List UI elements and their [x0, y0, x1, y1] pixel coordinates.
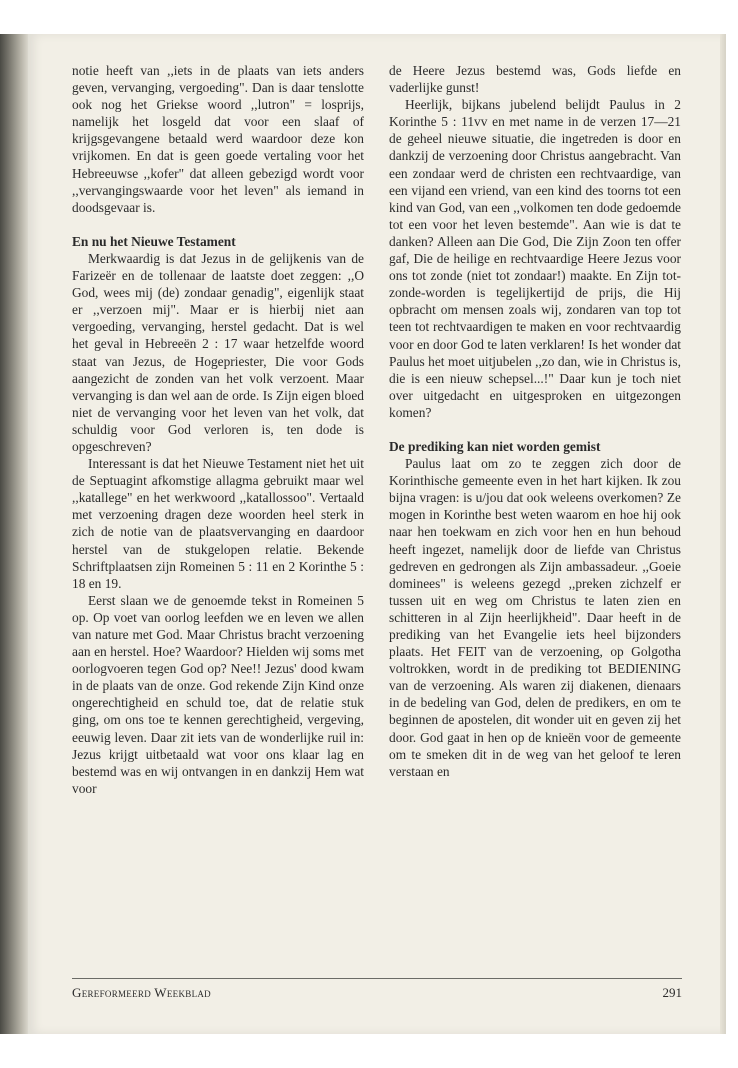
paragraph: notie heeft van ,,iets in de plaats van iets anders geven, vervanging, vergoeding". Dan is daar tenslotte ook nog het Griekse woord ,,lutron" = losprijs, namelijk het losgeld dat voor een slaaf of krijgsgevangene betaald werd waardoor deze kon vrijkomen. En dat is geen goede vertaling voor het Hebreeuwse ,,kofer" dat alleen gebezigd wordt voor ,,vervangingswaarde voor het leven" als iemand in doodsgevaar is.	[72, 63, 364, 215]
section-heading: De prediking kan niet worden gemist	[389, 438, 601, 454]
paragraph: Merkwaardig is dat Jezus in de gelijkenis van de Farizeër en de tollenaar de laatste doet zeggen: ,,O God, wees mij (de) zondaar genadig", eigenlijk staat er ,,verzoen mij". Maar er is hierbij niet aan vergoeding, vervanging, herstel gedacht. Dat is wel het geval in Hebreeën 2 : 17 waar hetzelfde woord staat van Jezus, de Hogepriester, Die voor Gods aangezicht de zonden van het volk verzoent. Maar vervanging is dan wel aan de orde. Is Zijn eigen bloed niet de vervanging voor het leven van het volk, dat schuldig voor God verloren is, ten dode is opgeschreven?	[72, 250, 364, 454]
left-column	[72, 62, 364, 797]
section-heading: En nu het Nieuwe Testament	[72, 233, 236, 249]
paragraph: Eerst slaan we de genoemde tekst in Romeinen 5 op. Op voet van oorlog leefden we en leven we allen van nature met God. Maar Christus bracht verzoening aan en herstel. Hoe? Waardoor? Hielden wij soms met oorlogvoeren tegen God op? Nee!! Jezus' dood kwam in de plaats van de onze. God rekende Zijn Kind onze ongerechtigheid en schuld toe, dat de relatie stuk ging, om ons toe te kennen gerechtigheid, vergeving, eeuwig leven. Daar zit iets van de wonderlijke ruil in: Jezus krijgt uitbetaald wat voor ons klaar lag en bestemd was en wij ontvangen in en dankzij Hem wat voor	[72, 592, 364, 796]
paragraph: Heerlijk, bijkans jubelend belijdt Paulus in 2 Korinthe 5 : 11vv en met name in de verzen 17—21 de geheel nieuwe situatie, die ingetreden is door en dankzij de verzoening door Christus aangebracht. Van een zondaar werd de christen een rechtvaardige, van een vijand een vriend, van een kind des toorns tot een kind van God, van een ,,volkomen ten dode gedoemde tot een voor het leven bestemde". Aan wie is dat te danken? Alleen aan Die God, Die Zijn Zoon ten offer gaf, Die de heilige en rechtvaardige Heere Jezus voor ons tot zonde (niet tot zondaar!) maakte. En Zijn tot-zonde-worden is tegelijkertijd de prijs, die Hij opbracht om mensen zoals wij, zondaren van top tot teen tot rechtvaardigen te maken en voor rechtvaardig voor en door God te laten verklaren! Is het wonder dat Paulus het moet uitjubelen ,,zo dan, wie in Christus is, die is een nieuw schepsel...!" Daar kun je toch niet over uitgedacht en uitgesproken en uitgezongen komen?	[389, 97, 681, 420]
magazine-page	[28, 34, 726, 1034]
page-edge	[720, 34, 726, 1034]
book-spine-shadow	[0, 34, 28, 1034]
paragraph: de Heere Jezus bestemd was, Gods liefde en vaderlijke gunst!	[389, 63, 681, 96]
publication-name: Gereformeerd Weekblad	[72, 985, 211, 1000]
paragraph: Paulus laat om zo te zeggen zich door de Korinthische gemeente even in het hart kijken. Ik zou bijna vragen: is u/jou dat ook weleens overkomen? Ze mogen in Korinthe best weten waarom en hoe hij ook naar hen toekwam en zich voor hen en hun behoud heeft ingezet, namelijk door de liefde van Christus gedreven en gedrongen als Zijn ambassadeur. ,,Goeie dominees" is weleens gezegd ,,preken zichzelf er tussen uit en weg om Christus te laten zien en schitteren in al Zijn heerlijkheid". Daar heeft in de prediking van het Evangelie iets heel bijzonders plaats. Het FEIT van de verzoening, op Golgotha voltrokken, wordt in de prediking tot BEDIENING van de verzoening. Als waren zij diakenen, dienaars in de bedeling van God, delen de predikers, en om te beginnen de apostelen, dit wonder uit en geven zij het door. God gaat in hen op de knieën voor de gemeente om te smeken dit in de weg van het geloof te leren verstaan en	[389, 456, 681, 779]
page-number: 291	[662, 985, 682, 1000]
paragraph: Interessant is dat het Nieuwe Testament niet het uit de Septuagint afkomstige allagma gebruikt maar wel ,,katallege" en het werkwoord ,,katallossoo". Vertaald met verzoening dragen deze woorden heel sterk in zich de notie van de plaatsvervanging en daardoor herstel van de stukgelopen relatie. Bekende Schriftplaatsen zijn Romeinen 5 : 11 en 2 Korinthe 5 : 18 en 19.	[72, 456, 364, 591]
page-footer	[72, 978, 682, 1001]
right-column	[389, 62, 681, 780]
